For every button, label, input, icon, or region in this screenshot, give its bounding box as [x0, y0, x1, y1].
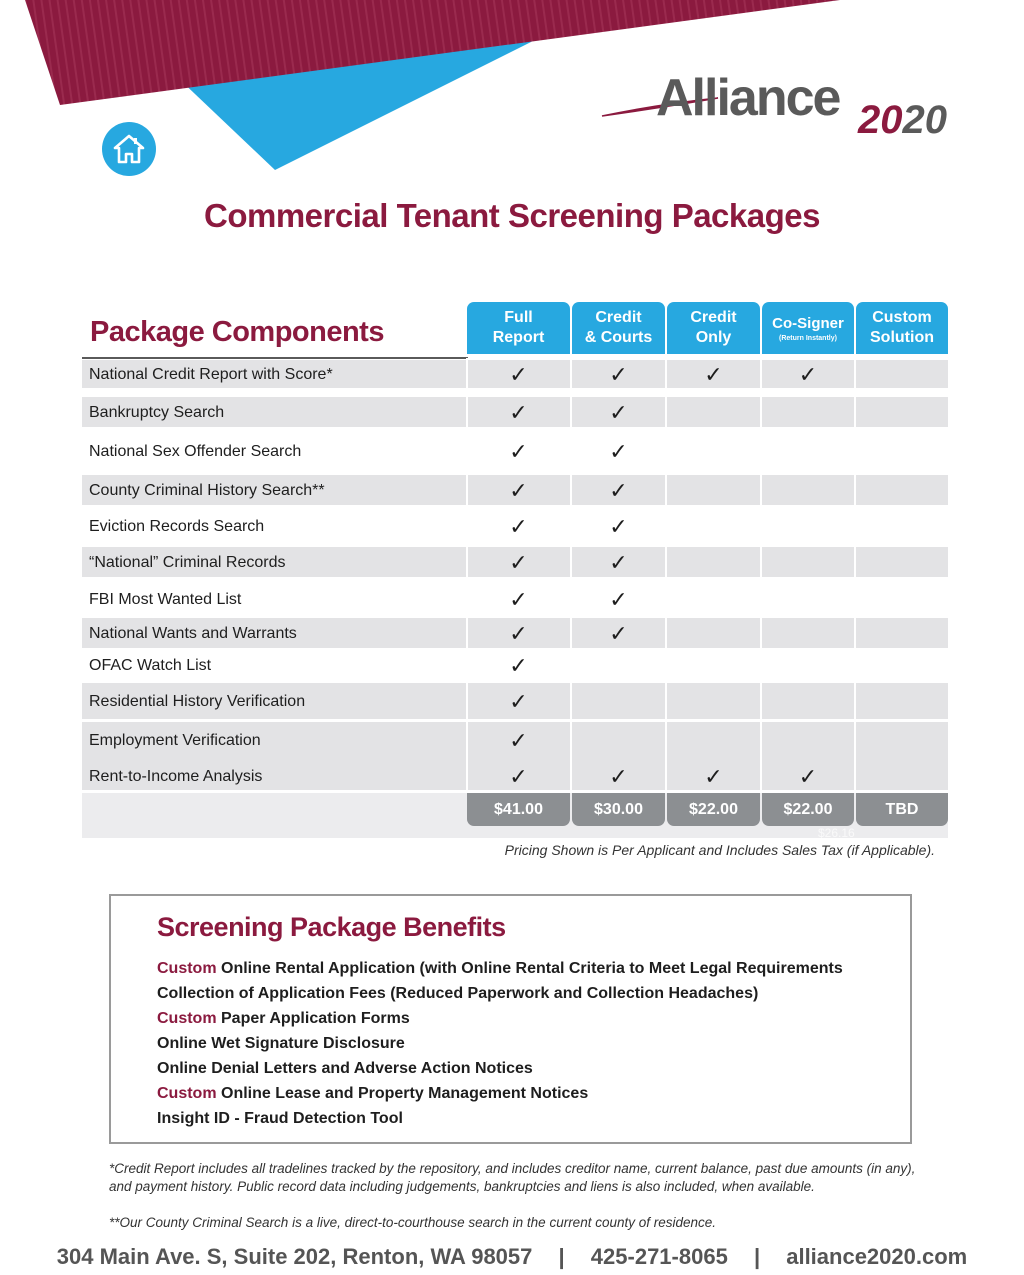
row-label: Employment Verification [89, 732, 261, 749]
column-header-line1: Co-Signer [772, 314, 844, 332]
row-label: Bankruptcy Search [89, 404, 225, 421]
column-header-line1: Custom [872, 309, 932, 326]
price-cell: $30.00 [572, 793, 665, 826]
logo-text: Alliance [656, 69, 840, 127]
check-mark-icon: ✓ [609, 479, 628, 504]
row-label: National Wants and Warrants [89, 625, 297, 642]
check-mark-icon: ✓ [509, 551, 528, 576]
column-divider [760, 358, 762, 838]
benefit-item [157, 1060, 533, 1078]
check-mark-icon: ✓ [798, 363, 818, 388]
home-icon [112, 133, 146, 165]
benefit-item [157, 1110, 403, 1128]
benefits-title: Screening Package Benefits [157, 912, 506, 942]
check-mark-icon: ✓ [509, 654, 528, 679]
column-header-line2: Solution [870, 329, 934, 346]
footer-separator: | [753, 1244, 761, 1269]
check-mark-icon: ✓ [509, 765, 528, 790]
price-cell: $41.00 [467, 793, 570, 826]
benefit-text: Online Lease and Property Management Notices [216, 1085, 589, 1102]
logo-year: 2020 [858, 98, 947, 142]
row-label: Eviction Records Search [89, 518, 265, 535]
column-divider [570, 358, 572, 838]
benefit-text: Online Denial Letters and Adverse Action Notices [157, 1060, 533, 1077]
check-mark-icon: ✓ [609, 401, 628, 426]
check-mark-icon: ✓ [609, 515, 628, 540]
price-cell: TBD [856, 793, 948, 826]
column-header [856, 302, 948, 354]
footer-address: 304 Main Ave. S, Suite 202, Renton, WA 98057 [56, 1244, 533, 1269]
benefit-highlight: Custom [157, 960, 217, 977]
check-mark-icon: ✓ [509, 479, 528, 504]
check-mark-icon: ✓ [509, 690, 528, 715]
benefit-item [157, 1010, 410, 1028]
check-mark-icon: ✓ [704, 765, 723, 790]
footer-phone[interactable]: 425-271-8065 [590, 1244, 728, 1269]
criminal-footnote: **Our County Criminal Search is a live, direct-to-courthouse search in the current county of residence. [109, 1215, 717, 1230]
home-button[interactable] [102, 122, 156, 176]
pricing-note: Pricing Shown is Per Applicant and Includes Sales Tax (if Applicable). [504, 842, 935, 858]
alliance-logo [600, 68, 960, 148]
column-header-line2: (Return Instantly) [779, 334, 837, 342]
check-mark-icon: ✓ [609, 440, 628, 465]
row-label: Residential History Verification [89, 693, 306, 710]
check-mark-icon: ✓ [609, 588, 628, 613]
heading-rule [82, 357, 468, 359]
row-label: County Criminal History Search** [89, 482, 325, 499]
column-header-line1: Credit [595, 309, 642, 326]
column-header [762, 302, 854, 354]
column-header [467, 302, 570, 354]
price-cell: $22.00 [667, 793, 760, 826]
benefit-item [157, 1085, 588, 1103]
column-divider [665, 358, 667, 838]
benefit-text: Online Wet Signature Disclosure [157, 1035, 405, 1052]
footer-contact [0, 1244, 1024, 1270]
column-header [667, 302, 760, 354]
benefit-text: Paper Application Forms [216, 1010, 410, 1027]
price-cell: $22.00 [762, 793, 854, 826]
benefit-item [157, 985, 758, 1003]
ghost-price: $26.16 [818, 826, 855, 840]
page-title: Commercial Tenant Screening Packages [204, 197, 820, 234]
benefit-highlight: Custom [157, 1010, 217, 1027]
benefit-text: Online Rental Application (with Online Rental Criteria to Meet Legal Requirements [216, 960, 843, 977]
credit-footnote: *Credit Report includes all tradelines tracked by the repository, and includes creditor name, current balance, past due amounts (in any), and payment history. Public record data including judgements, bankruptcies and liens is also included, when available. [109, 1161, 916, 1194]
check-mark-icon: ✓ [509, 588, 528, 613]
column-header-line2: Report [492, 329, 545, 346]
column-header-line1: Full [504, 309, 533, 326]
check-mark-icon: ✓ [509, 515, 528, 540]
check-mark-icon: ✓ [509, 729, 528, 754]
check-mark-icon: ✓ [509, 440, 528, 465]
column-header-line1: Credit [690, 309, 737, 326]
benefit-text: Insight ID - Fraud Detection Tool [157, 1110, 403, 1127]
check-mark-icon: ✓ [609, 765, 628, 790]
benefit-item [157, 1035, 405, 1053]
check-mark-icon: ✓ [509, 363, 528, 388]
row-label: “National” Criminal Records [89, 554, 286, 571]
column-header-line2: Only [695, 329, 732, 346]
check-mark-icon: ✓ [509, 622, 528, 647]
row-label: FBI Most Wanted List [89, 591, 242, 608]
package-components-heading: Package Components [90, 316, 384, 348]
benefit-item [157, 960, 843, 978]
check-mark-icon: ✓ [609, 363, 628, 388]
footer-separator: | [558, 1244, 565, 1269]
check-mark-icon: ✓ [798, 765, 818, 790]
check-mark-icon: ✓ [704, 363, 723, 388]
check-mark-icon: ✓ [609, 622, 628, 647]
benefit-highlight: Custom [157, 1085, 217, 1102]
check-mark-icon: ✓ [509, 401, 528, 426]
row-label: OFAC Watch List [89, 657, 212, 674]
benefit-text: Collection of Application Fees (Reduced Paperwork and Collection Headaches) [157, 985, 759, 1002]
column-header-line2: & Courts [584, 329, 653, 346]
footer-website[interactable]: alliance2020.com [786, 1244, 968, 1269]
check-mark-icon: ✓ [609, 551, 628, 576]
column-header [572, 302, 665, 354]
column-divider [854, 358, 856, 838]
row-label: Rent-to-Income Analysis [89, 768, 263, 785]
column-divider [466, 358, 468, 838]
row-label: National Credit Report with Score* [89, 366, 333, 383]
benefits-box [109, 894, 912, 1144]
row-label: National Sex Offender Search [89, 443, 302, 460]
